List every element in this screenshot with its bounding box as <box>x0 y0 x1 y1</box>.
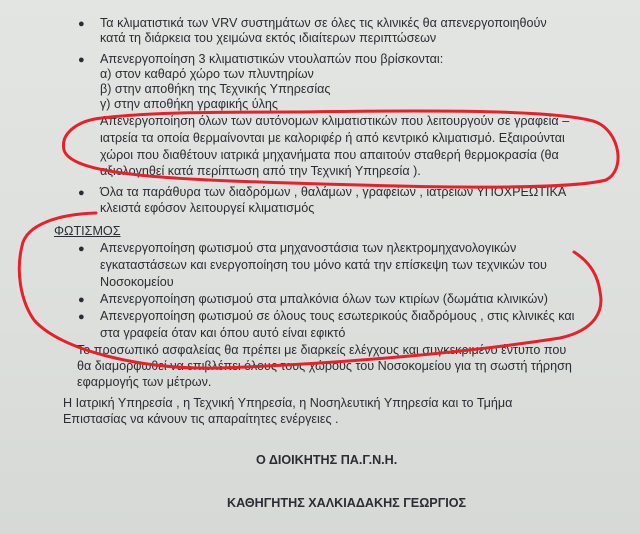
hvac-item-2-line-7: χώροι που διαθέτουν ιατρικά μηχανήματα που απαιτούν σταθερή θερμοκρασία (θα <box>100 148 559 162</box>
hvac-item-3-line-2: κλειστά εφόσον λειτουργεί κλιματισμός <box>100 201 315 215</box>
hvac-item-1-line-1: Τα κλιματιστικά των VRV συστημάτων σε όλες τις κλινικές θα απενεργοποιηθούν <box>100 16 547 30</box>
hvac-item-2-line-8: αξιολογηθεί κατά περίπτωση από την Τεχνική Υπηρεσία ). <box>100 164 421 178</box>
hvac-item-1-line-2: κατά τη διάρκεια του χειμώνα εκτός ιδιαίτερων περιπτώσεων <box>100 31 437 45</box>
signature-title: Ο ΔΙΟΙΚΗΤΗΣ ΠΑ.Γ.Ν.Η. <box>256 453 398 467</box>
hvac-item-3-line-1: Όλα τα παράθυρα των διαδρόμων , θαλάμων , γραφείων , ιατρείων ΥΠΟΧΡΕΩΤΙΚΑ <box>100 185 567 199</box>
security-paragraph-line-3: εφαρμογής των μέτρων. <box>77 375 212 389</box>
lighting-item-1-line-2: εγκαταστάσεων και ενεργοποίηση του μόνο κατά την επίσκεψη των τεχνικών του <box>100 258 547 272</box>
lighting-item-1-line-1: Απενεργοποίηση φωτισμού στα μηχανοστάσια των ηλεκτρομηχανολογικών <box>100 241 517 255</box>
lighting-item-3-line-1: Απενεργοποίηση φωτισμού σε όλους τους εσωτερικούς διαδρόμους , στις κλινικές και <box>100 309 575 323</box>
lighting-item-3-line-2: στα γραφεία όταν και όπου αυτό είναι εφικτό <box>100 326 346 340</box>
signature-name: ΚΑΘΗΓΗΤΗΣ ΧΑΛΚΙΑΔΑΚΗΣ ΓΕΩΡΓΙΟΣ <box>227 496 467 510</box>
services-paragraph-line-2: Επιστασίας να κάνουν τις απαραίτητες ενέργειες . <box>63 412 339 426</box>
lighting-item-2-line-1: Απενεργοποίηση φωτισμού στα μπαλκόνια όλων των κτιρίων (δωμάτια κλινικών) <box>100 292 548 306</box>
hvac-item-2-line-2: α) στον καθαρό χώρο των πλυντηρίων <box>100 67 314 81</box>
services-paragraph-line-1: Η Ιατρική Υπηρεσία , η Τεχνική Υπηρεσία, η Νοσηλευτική Υπηρεσία και το Τμήμα <box>63 396 513 410</box>
security-paragraph-line-2: θα διαμορφωθεί να επιβλέπει όλους τους χώρους του Νοσοκομείου για τη σωστή τήρηση <box>77 359 572 373</box>
bullet-icon: ● <box>78 54 85 66</box>
hvac-item-2-line-3: β) στην αποθήκη της Τεχνικής Υπηρεσίας <box>100 82 331 96</box>
bullet-icon: ● <box>78 18 85 30</box>
bullet-icon: ● <box>78 311 85 323</box>
hvac-item-2-line-1: Απενεργοποίηση 3 κλιματιστικών ντουλαπών που βρίσκονται: <box>100 52 444 66</box>
hvac-item-2-line-4: γ) στην αποθήκη γραφικής ύλης <box>100 97 278 111</box>
bullet-icon: ● <box>78 294 85 306</box>
security-paragraph-line-1: Το προσωπικό ασφαλείας θα πρέπει με διαρκείς ελέγχους και συγκεκριμένο έντυπο που <box>77 343 567 357</box>
bullet-icon: ● <box>78 243 85 255</box>
lighting-heading: ΦΩΤΙΣΜΟΣ <box>54 224 121 238</box>
hvac-item-2-line-6: ιατρεία τα οποία θερμαίνονται με καλοριφέρ ή από κεντρικό κλιματισμό. Εξαιρούνται <box>100 131 565 145</box>
hvac-item-2-line-5: Απενεργοποίηση όλων των αυτόνομων κλιματιστικών που λειτουργούν σε γραφεία – <box>100 114 570 128</box>
bullet-icon: ● <box>78 187 85 199</box>
lighting-item-1-line-3: Νοσοκομείου <box>100 275 174 289</box>
